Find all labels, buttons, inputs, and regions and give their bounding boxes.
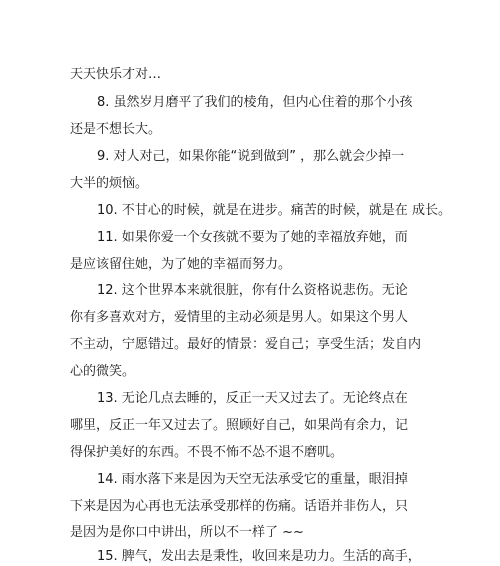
text-line: 9. 对人对己，如果你能“说到做到” ，那么就会少掉一: [97, 149, 405, 164]
text-line: 是应该留住她，为了她的幸福而努力。: [70, 257, 292, 272]
text-line: 下来是因为心再也无法承受那样的伤痛。话语并非伤人，只: [70, 499, 409, 514]
text-line: 哪里，反正一年又过去了。照顾好自己，如果尚有余力，记: [70, 418, 409, 433]
text-line: 8. 虽然岁月磨平了我们的棱角，但内心住着的那个小孩: [97, 95, 413, 110]
text-line: 心的微笑。: [70, 364, 136, 379]
text-line: 你有多喜欢对方，爱情里的主动必须是男人。如果这个男人: [70, 310, 409, 325]
text-line: 得保护美好的东西。不畏不怖不怂不退不磨叽。: [70, 445, 344, 460]
text-line: 13. 无论几点去睡的，反正一天又过去了。无论终点在: [97, 391, 408, 406]
text-line: 天天快乐才对…: [70, 67, 162, 82]
text-line: 10. 不甘心的时候，就是在进步。痛苦的时候，就是在 成长。: [97, 203, 451, 218]
text-line: 14. 雨水落下来是因为天空无法承受它的重量，眼泪掉: [97, 472, 408, 487]
text-line: 15. 脾气，发出去是秉性，收回来是功力。生活的高手，: [97, 549, 421, 564]
text-line: 12. 这个世界本来就很脏，你有什么资格说悲伤。无论: [97, 283, 408, 298]
text-line: 大半的烦恼。: [70, 176, 149, 191]
text-line: 11. 如果你爱一个女孩就不要为了她的幸福放弃她，而: [97, 230, 408, 245]
text-line: 是因为是你口中讲出，所以不一样了 ~~: [70, 525, 304, 540]
text-line: 还是不想长大。: [70, 122, 162, 137]
text-line: 不主动，宁愿错过。最好的情景：爱自己；享受生活；发自内: [70, 337, 422, 352]
